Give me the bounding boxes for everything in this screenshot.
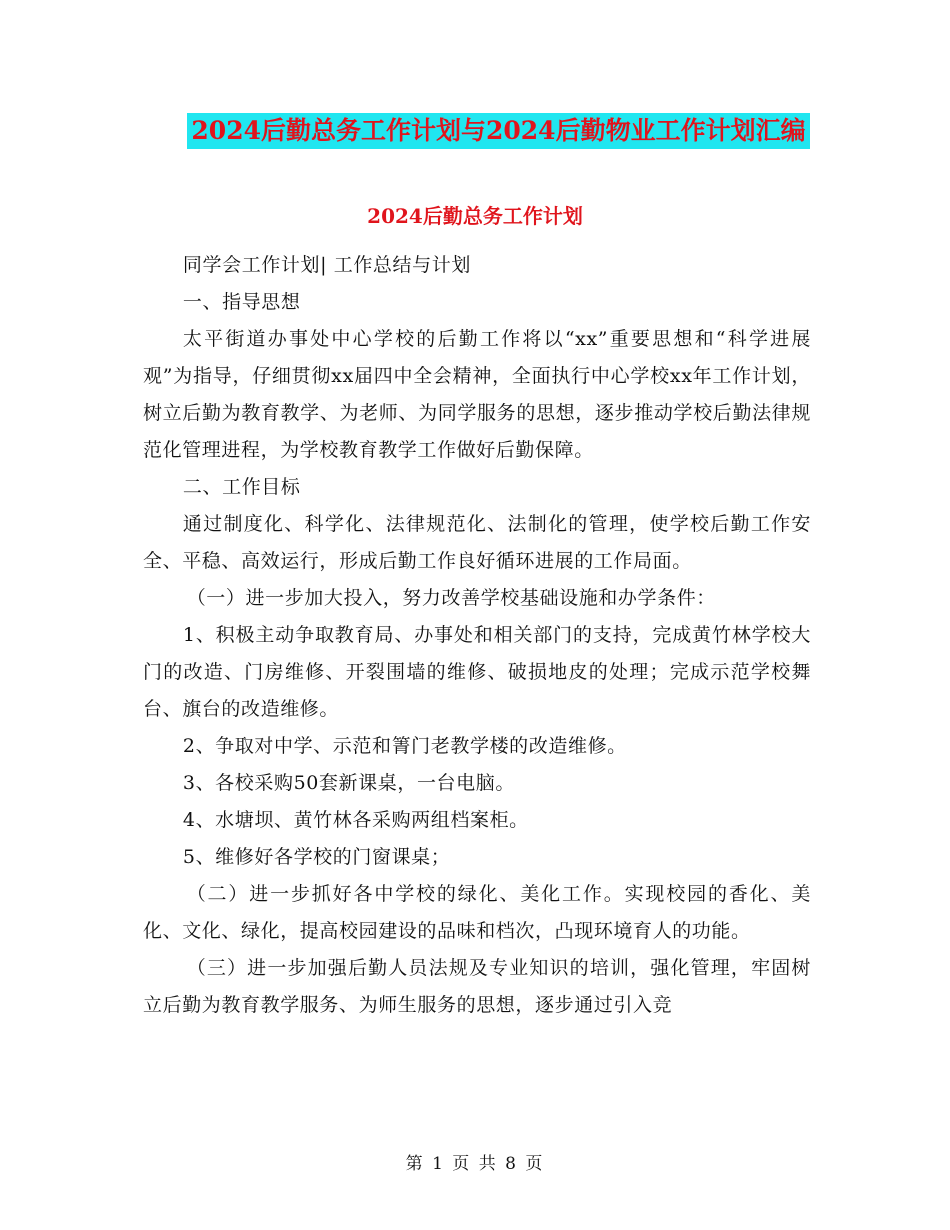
- document-body: [143, 247, 811, 1024]
- section-title: 2024后勤总务工作计划: [367, 204, 583, 228]
- document-main-title: 2024后勤总务工作计划与2024后勤物业工作计划汇编: [187, 113, 810, 149]
- subheading-investment: （一）进一步加大投入，努力改善学校基础设施和办学条件：: [186, 587, 716, 609]
- paragraph-category-line: 同学会工作计划| 工作总结与计划: [182, 254, 471, 276]
- heading-guiding-ideology: 一、指导思想: [182, 291, 301, 313]
- list-item-3: 3、各校采购50套新课桌，一台电脑。: [182, 772, 515, 794]
- list-item-5: 5、维修好各学校的门窗课桌；: [182, 846, 451, 868]
- list-item-4: 4、水塘坝、黄竹林各采购两组档案柜。: [182, 809, 529, 831]
- list-item-1: 1、积极主动争取教育局、办事处和相关部门的支持，完成黄竹林学校大门的改造、门房维修、开裂围墙的维修、破损地皮的处理；完成示范学校舞台、旗台的改造维修。: [143, 624, 811, 720]
- subheading-greening: （二）进一步抓好各中学校的绿化、美化工作。实现校园的香化、美化、文化、绿化，提高校园建设的品味和档次，凸现环境育人的功能。: [143, 883, 811, 942]
- list-item-2: 2、争取对中学、示范和箐门老教学楼的改造维修。: [182, 735, 627, 757]
- heading-work-goals: 二、工作目标: [182, 476, 301, 498]
- paragraph-guiding-ideology: 太平街道办事处中心学校的后勤工作将以“xx”重要思想和“科学进展观”为指导，仔细贯彻xx届四中全会精神，全面执行中心学校xx年工作计划，树立后勤为教育教学、为老师、为同学服务的思想，逐步推动学校后勤法律规范化管理进程，为学校教育教学工作做好后勤保障。: [143, 328, 811, 461]
- paragraph-work-goals: 通过制度化、科学化、法律规范化、法制化的管理，使学校后勤工作安全、平稳、高效运行，形成后勤工作良好循环进展的工作局面。: [143, 513, 811, 572]
- page-footer: 第 1 页 共 8 页: [405, 1154, 545, 1174]
- subheading-training: （三）进一步加强后勤人员法规及专业知识的培训，强化管理，牢固树立后勤为教育教学服务、为师生服务的思想，逐步通过引入竞: [143, 957, 811, 1016]
